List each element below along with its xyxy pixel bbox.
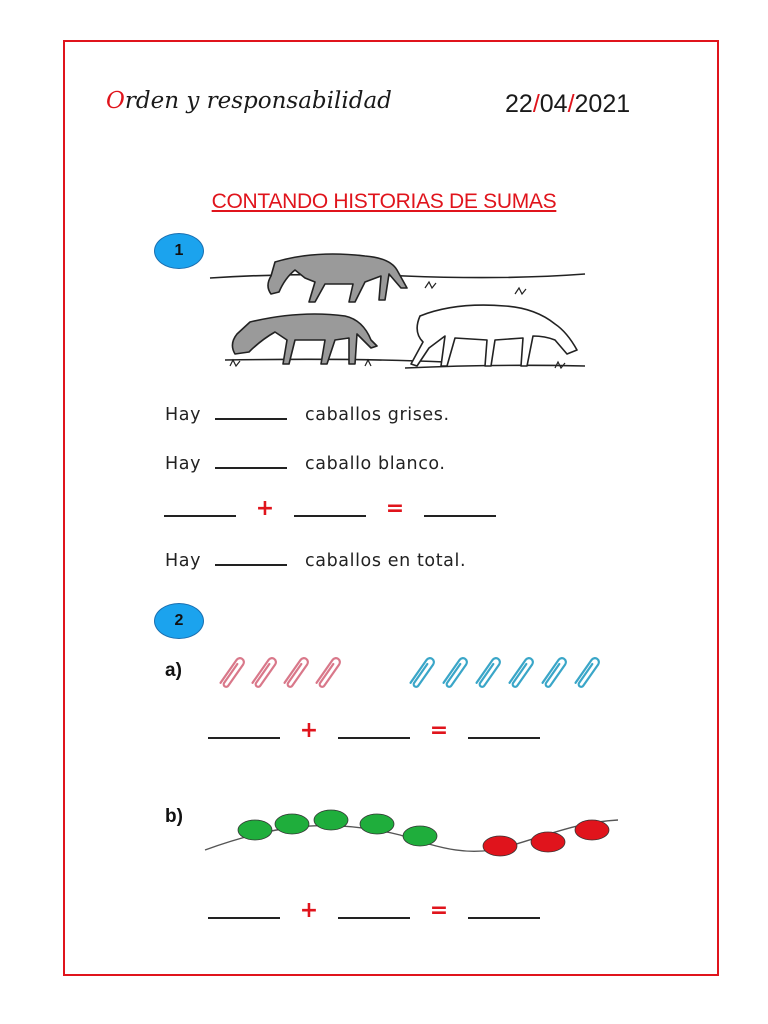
paperclips-illustration — [205, 652, 625, 692]
ex2b-plus-sign: + — [299, 898, 319, 923]
beads-illustration — [200, 810, 620, 860]
ex2b-equation — [208, 898, 540, 923]
ex2a-eq-blank-2[interactable] — [338, 723, 410, 739]
red-bead — [483, 836, 517, 856]
ex1-line-total-post: caballos en total. — [305, 551, 467, 571]
ex1-eq-blank-2[interactable] — [294, 501, 366, 517]
ex1-line-total — [165, 550, 466, 571]
red-paperclip — [284, 657, 309, 688]
ex1-line-white-pre: Hay — [165, 454, 202, 474]
ex1-eq-blank-1[interactable] — [164, 501, 236, 517]
ex1-line-total-pre: Hay — [165, 551, 202, 571]
ex1-equals-sign: = — [385, 496, 405, 521]
date-day: 22 — [505, 90, 533, 118]
ex1-blank-total[interactable] — [215, 550, 287, 566]
date-month: 04 — [539, 90, 568, 118]
red-bead — [575, 820, 609, 840]
ex1-blank-gray[interactable] — [215, 404, 287, 420]
subject-rest: rden y responsabilidad — [124, 88, 392, 114]
ex2b-eq-blank-2[interactable] — [338, 903, 410, 919]
date-sep-1: / — [532, 90, 540, 118]
exercise-2-badge: 2 — [154, 603, 204, 639]
date-year: 2021 — [574, 90, 631, 118]
green-bead — [360, 814, 394, 834]
date-sep-2: / — [567, 90, 575, 118]
ex2b-eq-blank-3[interactable] — [468, 903, 540, 919]
ex2a-eq-blank-3[interactable] — [468, 723, 540, 739]
ex2-part-a-label: a) — [165, 660, 182, 681]
header-date — [505, 90, 630, 119]
green-bead — [275, 814, 309, 834]
red-paperclip — [252, 657, 277, 688]
ex2b-eq-blank-1[interactable] — [208, 903, 280, 919]
ex1-line-white-post: caballo blanco. — [305, 454, 446, 474]
header-subject — [106, 88, 392, 114]
green-bead — [238, 820, 272, 840]
blue-paperclip — [542, 657, 567, 688]
blue-paperclip — [410, 657, 435, 688]
blue-paperclip — [476, 657, 501, 688]
ex1-plus-sign: + — [255, 496, 275, 521]
blue-paperclip — [443, 657, 468, 688]
green-bead — [314, 810, 348, 830]
red-bead — [531, 832, 565, 852]
red-paperclip — [316, 657, 341, 688]
blue-paperclip — [575, 657, 600, 688]
ex1-line-gray-pre: Hay — [165, 405, 202, 425]
ex1-blank-white[interactable] — [215, 453, 287, 469]
ex2a-equation — [208, 718, 540, 743]
ex1-line-gray-post: caballos grises. — [305, 405, 450, 425]
ex2b-equals-sign: = — [429, 898, 449, 923]
ex1-equation — [164, 496, 496, 521]
ex2-part-b-label: b) — [165, 806, 183, 827]
horses-illustration — [205, 240, 590, 380]
ex1-eq-blank-3[interactable] — [424, 501, 496, 517]
ex2a-plus-sign: + — [299, 718, 319, 743]
blue-paperclip — [509, 657, 534, 688]
exercise-1-badge: 1 — [154, 233, 204, 269]
ex2a-equals-sign: = — [429, 718, 449, 743]
ex2a-eq-blank-1[interactable] — [208, 723, 280, 739]
worksheet-title: CONTANDO HISTORIAS DE SUMAS — [211, 190, 557, 213]
green-bead — [403, 826, 437, 846]
ex1-line-gray — [165, 404, 450, 425]
red-paperclip — [220, 657, 245, 688]
subject-initial: O — [106, 88, 125, 114]
ex1-line-white — [165, 453, 446, 474]
